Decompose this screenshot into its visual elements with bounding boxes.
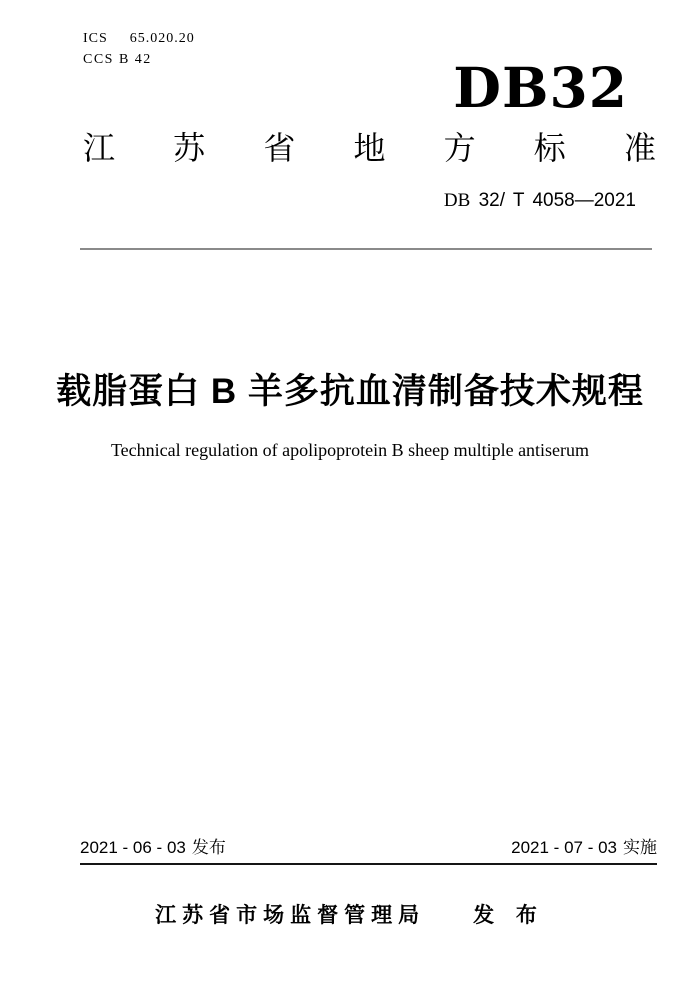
ics-code-line: [83, 31, 195, 47]
publisher-row: [0, 899, 700, 929]
release-date: 2021 - 06 - 03: [80, 838, 186, 857]
standard-name-justified: [83, 130, 656, 167]
standard-name-char: 地: [353, 130, 386, 166]
standard-number-rest: 32/ T 4058—2021: [478, 190, 636, 211]
release-label: 发布: [191, 838, 226, 857]
standard-name-char: 苏: [173, 130, 206, 166]
standard-name-char: 江: [83, 130, 116, 166]
header-divider-rule: [80, 248, 652, 250]
publish-label: 发 布: [473, 904, 545, 927]
implementation-date-block: [511, 833, 657, 858]
implementation-label: 实施: [623, 838, 657, 857]
document-title-english: Technical regulation of apolipoprotein B sheep multiple antiserum: [110, 440, 590, 460]
ccs-code-line: [83, 52, 152, 68]
standard-name-char: 准: [623, 130, 656, 166]
standard-number-prefix: DB: [443, 190, 471, 211]
release-date-block: [80, 833, 226, 858]
db32-logo: DB32: [453, 55, 628, 120]
standard-name-char: 标: [533, 130, 566, 166]
standard-name-char: 省: [263, 130, 296, 166]
implementation-date: 2021 - 07 - 03: [511, 838, 617, 857]
publisher-name: 江苏省市场监督管理局: [155, 904, 426, 927]
ics-code: 65.020.20: [129, 31, 195, 46]
standard-name-char: 方: [443, 130, 476, 166]
standard-number: [444, 190, 636, 212]
dates-row: [80, 833, 657, 865]
ccs-code: CCS B 42: [83, 52, 152, 67]
document-title-chinese: 载脂蛋白 B 羊多抗血清制备技术规程: [56, 372, 644, 411]
ics-label: ICS: [83, 31, 108, 46]
